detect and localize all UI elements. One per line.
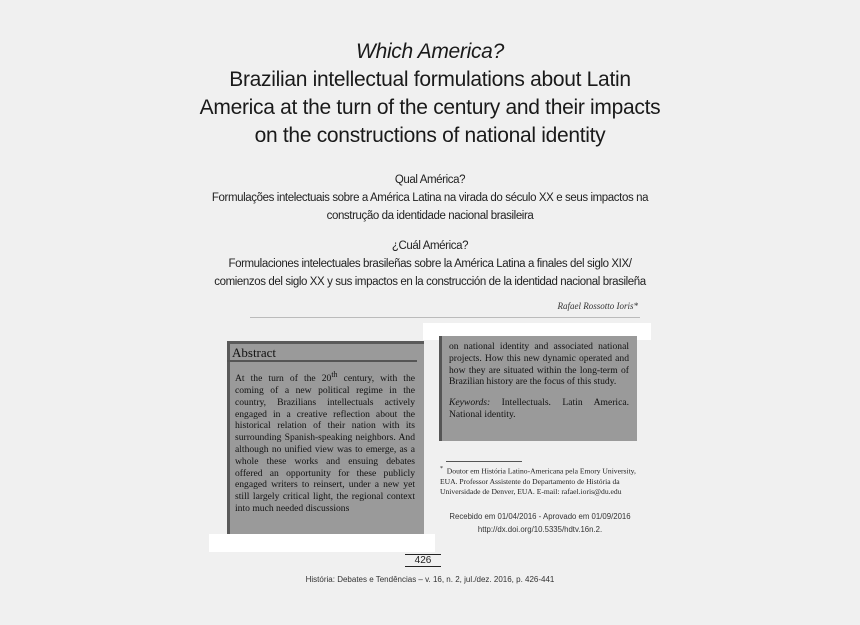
abstract-sup: th xyxy=(331,370,338,379)
abstract-text-a: At the turn of the 20 xyxy=(235,373,332,385)
footnote xyxy=(440,464,640,497)
keywords-text: Intellectuals. Latin America. National identity. xyxy=(449,397,629,420)
footnote-text: Doutor em História Latino-Americana pela Emory University, EUA. Professor Assistente do Departamento de História da Universidade de Denver, EUA. E-mail: rafael.ioris@du.edu xyxy=(440,466,636,496)
portuguese-title xyxy=(0,171,860,225)
article-title xyxy=(0,38,860,150)
es-question: ¿Cuál América? xyxy=(391,240,469,252)
author-name: Rafael Rossotto Ioris* xyxy=(557,301,638,311)
pt-line-2: construção da identidade nacional brasileira xyxy=(326,210,534,222)
dates-and-doi xyxy=(440,510,640,536)
spanish-title xyxy=(0,237,860,291)
title-line-1: Brazilian intellectual formulations about Latin xyxy=(229,68,631,91)
footnote-mark: * xyxy=(440,466,443,472)
white-patch-bottom xyxy=(209,534,435,552)
abstract-text-b: century, with the coming of a new political regime in the country, Brazilians intellectuals actively engaged in a creative reflection about the historical relation of their nation with its surrounding Spanish-speaking neighbors. And although no unified view was to emerge, as a whole these works and ensuing debates offered an opportunity for these publicly engaged writers to reinsert, under a new yet still largely critical light, the regional context into much needed discussions xyxy=(235,373,416,514)
keywords-label: Keywords: xyxy=(449,397,491,409)
abstract-heading: Abstract xyxy=(232,345,277,360)
abstract-text xyxy=(235,369,415,515)
continuation-text: on national identity and associated national projects. How this new dynamic operated and how they are situated within the long-term of Brazilian history are the focus of this study. xyxy=(449,341,629,388)
keywords xyxy=(449,397,629,421)
es-line-1: Formulaciones intelectuales brasileñas sobre la América Latina a finales del siglo XIX/ xyxy=(228,258,632,270)
title-divider xyxy=(250,317,640,318)
doi-link[interactable]: http://dx.doi.org/10.5335/hdtv.16n.2. xyxy=(477,525,603,534)
pt-line-1: Formulações intelectuais sobre a América Latina na virada do século XX e seus impactos na xyxy=(211,192,649,204)
es-line-2: comienzos del siglo XX y sus impactos en la construcción de la identidad nacional brasileña xyxy=(214,276,646,288)
abstract-continuation xyxy=(449,341,629,421)
title-question: Which America? xyxy=(356,40,504,63)
title-line-3: on the constructions of national identity xyxy=(254,124,606,147)
title-line-2: America at the turn of the century and their impacts xyxy=(199,96,661,119)
journal-footer: História: Debates e Tendências – v. 16, n. 2, jul./dez. 2016, p. 426-441 xyxy=(305,575,555,584)
footnote-rule xyxy=(446,461,522,462)
received-dates: Recebido em 01/04/2016 - Aprovado em 01/09/2016 xyxy=(449,512,631,521)
page-number: 426 xyxy=(405,554,441,567)
pt-question: Qual América? xyxy=(394,174,466,186)
